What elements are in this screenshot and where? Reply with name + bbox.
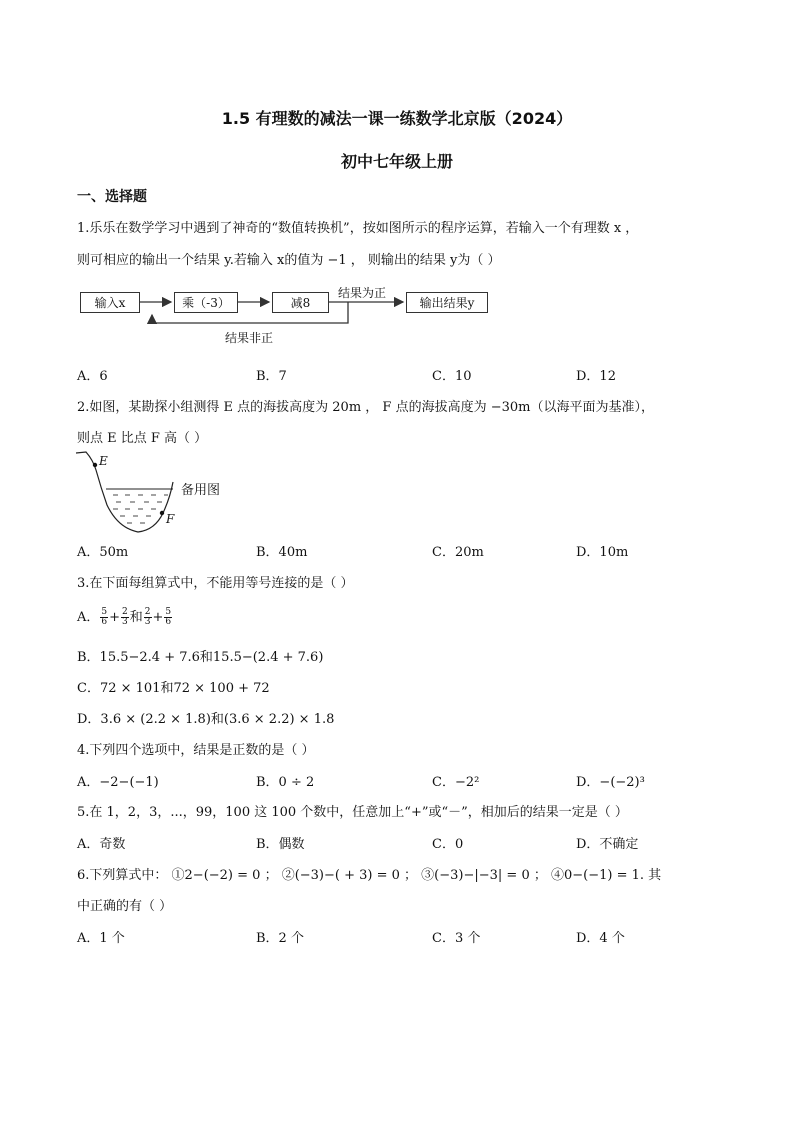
flow-output-box: 输出结果y: [406, 292, 488, 313]
q4-option-d[interactable]: D．−(−2)³: [576, 775, 645, 790]
document-title-line2: 初中七年级上册: [340, 152, 453, 171]
figure-caption: 备用图: [181, 483, 221, 498]
point-e-label: E: [99, 454, 108, 468]
q3-stem: 3.在下面每组算式中，不能用等号连接的是（ ）: [77, 576, 354, 591]
q5-option-c[interactable]: C．0: [432, 837, 464, 852]
q1-stem-line1: 1.乐乐在数学学习中遇到了神奇的“数值转换机”，按如图所示的程序运算，若输入一个有理数 x ，: [77, 221, 639, 236]
q4-stem: 4.下列四个选项中，结果是正数的是（ ）: [77, 743, 315, 758]
q1-option-c[interactable]: C．10: [432, 369, 472, 384]
fraction: $\frac{5}{6}$: [165, 607, 172, 627]
terrain-figure: [0, 0, 794, 540]
section-heading: 一、选择题: [77, 189, 147, 205]
q4-option-b[interactable]: B．0 ÷ 2: [256, 775, 315, 790]
q2-option-a[interactable]: A．50m: [77, 545, 129, 560]
q2-stem-line2: 则点 E 比点 F 高（ ）: [77, 431, 208, 446]
q1-option-a[interactable]: A．6: [77, 369, 108, 384]
q5-option-d[interactable]: D．不确定: [576, 837, 639, 852]
q5-option-b[interactable]: B．偶数: [256, 837, 305, 852]
q3-option-b[interactable]: B．15.5−2.4 + 7.6和15.5−(2.4 + 7.6): [77, 650, 324, 665]
q2-stem-line1: 2.如图，某勘探小组测得 E 点的海拔高度为 20m ， F 点的海拔高度为 −30m（以海平面为基准），: [77, 400, 654, 415]
q5-stem: 5.在 1，2，3，...，99，100 这 100 个数中，任意加上“+”或“－”，相加后的结果一定是（ ）: [77, 805, 628, 820]
q6-option-d[interactable]: D．4 个: [576, 931, 625, 946]
fraction: $\frac{2}{3}$: [122, 607, 128, 627]
q6-stem-line2: 中正确的有（ ）: [77, 899, 173, 914]
flow-input-box: 输入x: [80, 292, 140, 313]
q4-option-c[interactable]: C．−2²: [432, 775, 480, 790]
flow-positive-label: 结果为正: [338, 286, 387, 300]
flow-not-positive-label: 结果非正: [225, 331, 274, 345]
q1-option-d[interactable]: D．12: [576, 369, 616, 384]
document-title-line1: 1.5 有理数的减法一课一练数学北京版（2024）: [221, 109, 573, 128]
q6-option-c[interactable]: C．3 个: [432, 931, 481, 946]
q2-option-d[interactable]: D．10m: [576, 545, 629, 560]
fraction: $\frac{2}{3}$: [144, 607, 151, 627]
q4-option-a[interactable]: A．−2−(−1): [77, 775, 159, 790]
q6-stem-line1: 6.下列算式中： ①2−(−2) = 0 ； ②(−3)−( + 3) = 0 ； ③(−3)−|−3| = 0 ； ④0−(−1) = 1. 其: [77, 868, 662, 883]
flow-multiply-box: 乘（-3）: [174, 292, 238, 313]
q3-option-a-prefix: A．: [77, 610, 100, 625]
q1-option-b[interactable]: B．7: [256, 369, 287, 384]
q5-option-a[interactable]: A．奇数: [77, 837, 126, 852]
q3-option-a[interactable]: A． $\frac{5}{6}$ + $\frac{2}{3}$ 和 $\frac{2}{3}$ + $\frac{5}{6}$: [77, 607, 172, 627]
point-f-label: F: [166, 512, 175, 526]
q3-option-d[interactable]: D．3.6 × (2.2 × 1.8)和(3.6 × 2.2) × 1.8: [77, 712, 335, 727]
q6-option-a[interactable]: A．1 个: [77, 931, 125, 946]
q1-stem-line2: 则可相应的输出一个结果 y.若输入 x的值为 −1 ， 则输出的结果 y为（ ）: [77, 253, 501, 268]
q2-option-b[interactable]: B．40m: [256, 545, 308, 560]
flow-subtract-box: 减8: [272, 292, 329, 313]
q3-option-c[interactable]: C．72 × 101和72 × 100 + 72: [77, 681, 270, 696]
q2-option-c[interactable]: C．20m: [432, 545, 484, 560]
q6-option-b[interactable]: B．2 个: [256, 931, 304, 946]
fraction: $\frac{5}{6}$: [101, 607, 108, 627]
